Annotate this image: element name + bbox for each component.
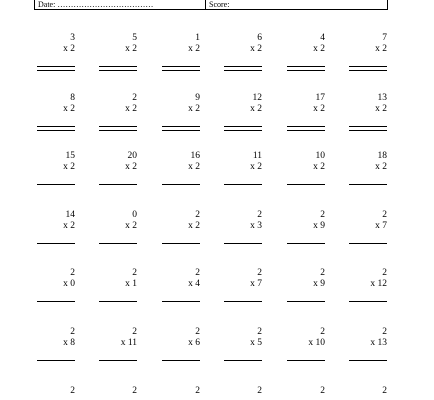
multiplicand: 2 <box>70 386 75 396</box>
problem-r7-c4 <box>224 386 262 397</box>
problem-r7-c6 <box>349 386 387 397</box>
answer-line <box>349 243 387 244</box>
problem-r1-c3 <box>162 33 200 71</box>
answer-line <box>349 301 387 302</box>
answer-line <box>287 126 325 127</box>
multiplicand: 2 <box>195 210 200 220</box>
multiplier: x 2 <box>125 162 137 172</box>
multiplier: x 2 <box>63 221 75 231</box>
problem-r2-c6 <box>349 93 387 131</box>
multiplicand: 2 <box>382 327 387 337</box>
multiplier: x 2 <box>375 104 387 114</box>
multiplier: x 2 <box>188 44 200 54</box>
answer-line-second <box>37 130 75 131</box>
problem-r1-c6 <box>349 33 387 71</box>
multiplier: x 2 <box>188 104 200 114</box>
multiplicand: 2 <box>257 327 262 337</box>
multiplier: x 2 <box>125 44 137 54</box>
multiplier: x 2 <box>63 44 75 54</box>
problem-r2-c2 <box>99 93 137 131</box>
problem-r5-c6 <box>349 268 387 302</box>
problem-r5-c5 <box>287 268 325 302</box>
problem-r2-c4 <box>224 93 262 131</box>
multiplier: x 12 <box>370 279 387 289</box>
multiplicand: 13 <box>377 93 387 103</box>
answer-line <box>287 243 325 244</box>
answer-line-second <box>287 130 325 131</box>
multiplier: x 7 <box>375 221 387 231</box>
multiplier: x 2 <box>250 162 262 172</box>
answer-line <box>37 66 75 67</box>
multiplier: x 2 <box>250 104 262 114</box>
answer-line-second <box>99 70 137 71</box>
multiplicand: 17 <box>315 93 325 103</box>
multiplicand: 2 <box>70 327 75 337</box>
problem-r3-c4 <box>224 151 262 185</box>
problem-r6-c4 <box>224 327 262 361</box>
multiplicand: 2 <box>195 386 200 396</box>
multiplicand: 2 <box>320 386 325 396</box>
multiplier: x 2 <box>313 44 325 54</box>
answer-line <box>37 126 75 127</box>
multiplier: x 2 <box>63 162 75 172</box>
problem-r5-c2 <box>99 268 137 302</box>
multiplicand: 4 <box>320 33 325 43</box>
multiplier: x 2 <box>375 44 387 54</box>
multiplicand: 2 <box>257 268 262 278</box>
multiplier: x 2 <box>250 44 262 54</box>
multiplier: x 8 <box>63 338 75 348</box>
answer-line-second <box>224 70 262 71</box>
problem-r7-c3 <box>162 386 200 397</box>
multiplier: x 2 <box>125 104 137 114</box>
answer-line-second <box>224 130 262 131</box>
answer-line <box>349 126 387 127</box>
multiplicand: 2 <box>257 386 262 396</box>
multiplier: x 5 <box>250 338 262 348</box>
problem-r1-c1 <box>37 33 75 71</box>
multiplicand: 18 <box>377 151 387 161</box>
multiplier: x 3 <box>250 221 262 231</box>
problem-r7-c5 <box>287 386 325 397</box>
problem-r5-c3 <box>162 268 200 302</box>
answer-line <box>224 243 262 244</box>
multiplicand: 2 <box>70 268 75 278</box>
multiplicand: 2 <box>132 93 137 103</box>
multiplier: x 2 <box>375 162 387 172</box>
problem-r3-c1 <box>37 151 75 185</box>
multiplier: x 2 <box>125 221 137 231</box>
multiplicand: 9 <box>195 93 200 103</box>
problem-r5-c1 <box>37 268 75 302</box>
answer-line <box>224 301 262 302</box>
answer-line-second <box>37 70 75 71</box>
answer-line <box>224 66 262 67</box>
answer-line-second <box>349 70 387 71</box>
answer-line <box>287 360 325 361</box>
problem-r6-c6 <box>349 327 387 361</box>
problem-r6-c3 <box>162 327 200 361</box>
problem-r7-c1 <box>37 386 75 397</box>
date-label: Date: ……………………………… <box>38 0 154 9</box>
multiplicand: 6 <box>257 33 262 43</box>
problem-r7-c2 <box>99 386 137 397</box>
problem-r4-c4 <box>224 210 262 244</box>
answer-line <box>37 243 75 244</box>
problem-r3-c3 <box>162 151 200 185</box>
multiplicand: 2 <box>195 268 200 278</box>
multiplicand: 2 <box>382 386 387 396</box>
multiplicand: 2 <box>195 327 200 337</box>
answer-line <box>287 184 325 185</box>
multiplicand: 8 <box>70 93 75 103</box>
answer-line-second <box>99 130 137 131</box>
problem-r4-c6 <box>349 210 387 244</box>
score-label: Score: <box>209 0 230 9</box>
multiplicand: 14 <box>65 210 75 220</box>
multiplicand: 0 <box>132 210 137 220</box>
answer-line <box>37 360 75 361</box>
answer-line <box>349 184 387 185</box>
multiplier: x 9 <box>313 279 325 289</box>
problem-r4-c3 <box>162 210 200 244</box>
multiplicand: 2 <box>320 327 325 337</box>
problem-r3-c5 <box>287 151 325 185</box>
multiplicand: 20 <box>127 151 137 161</box>
answer-line-second <box>162 70 200 71</box>
problem-r4-c2 <box>99 210 137 244</box>
answer-line-second <box>162 130 200 131</box>
multiplicand: 16 <box>190 151 200 161</box>
answer-line <box>99 360 137 361</box>
multiplier: x 2 <box>63 104 75 114</box>
multiplier: x 10 <box>308 338 325 348</box>
multiplier: x 6 <box>188 338 200 348</box>
multiplicand: 2 <box>132 386 137 396</box>
multiplier: x 1 <box>125 279 137 289</box>
problem-r6-c5 <box>287 327 325 361</box>
answer-line <box>99 126 137 127</box>
multiplicand: 2 <box>132 327 137 337</box>
answer-line <box>162 243 200 244</box>
answer-line <box>99 66 137 67</box>
problem-r6-c1 <box>37 327 75 361</box>
answer-line <box>162 301 200 302</box>
problem-r5-c4 <box>224 268 262 302</box>
problem-r6-c2 <box>99 327 137 361</box>
answer-line-second <box>349 130 387 131</box>
multiplier: x 2 <box>188 221 200 231</box>
multiplier: x 9 <box>313 221 325 231</box>
answer-line <box>99 243 137 244</box>
problem-r2-c3 <box>162 93 200 131</box>
problem-r2-c5 <box>287 93 325 131</box>
multiplicand: 2 <box>320 210 325 220</box>
multiplicand: 12 <box>252 93 262 103</box>
multiplicand: 10 <box>315 151 325 161</box>
answer-line <box>99 301 137 302</box>
answer-line <box>99 184 137 185</box>
multiplier: x 2 <box>313 162 325 172</box>
answer-line <box>349 66 387 67</box>
multiplicand: 15 <box>65 151 75 161</box>
answer-line <box>37 184 75 185</box>
multiplicand: 5 <box>132 33 137 43</box>
multiplier: x 13 <box>370 338 387 348</box>
multiplicand: 2 <box>320 268 325 278</box>
problem-r1-c4 <box>224 33 262 71</box>
problem-r3-c2 <box>99 151 137 185</box>
answer-line <box>162 184 200 185</box>
problem-r4-c1 <box>37 210 75 244</box>
problem-r1-c5 <box>287 33 325 71</box>
multiplicand: 3 <box>70 33 75 43</box>
answer-line <box>162 66 200 67</box>
answer-line <box>224 126 262 127</box>
answer-line <box>224 360 262 361</box>
answer-line <box>162 360 200 361</box>
multiplicand: 2 <box>382 268 387 278</box>
answer-line <box>162 126 200 127</box>
answer-line-second <box>287 70 325 71</box>
multiplier: x 4 <box>188 279 200 289</box>
problem-r3-c6 <box>349 151 387 185</box>
multiplier: x 0 <box>63 279 75 289</box>
problem-r2-c1 <box>37 93 75 131</box>
multiplicand: 7 <box>382 33 387 43</box>
multiplier: x 7 <box>250 279 262 289</box>
answer-line <box>349 360 387 361</box>
multiplier: x 2 <box>188 162 200 172</box>
multiplicand: 1 <box>195 33 200 43</box>
multiplier: x 2 <box>313 104 325 114</box>
answer-line <box>287 301 325 302</box>
problem-r1-c2 <box>99 33 137 71</box>
multiplicand: 11 <box>252 151 262 161</box>
multiplicand: 2 <box>257 210 262 220</box>
multiplicand: 2 <box>132 268 137 278</box>
answer-line <box>37 301 75 302</box>
multiplier: x 11 <box>120 338 137 348</box>
answer-line <box>224 184 262 185</box>
answer-line <box>287 66 325 67</box>
multiplicand: 2 <box>382 210 387 220</box>
problem-r4-c5 <box>287 210 325 244</box>
